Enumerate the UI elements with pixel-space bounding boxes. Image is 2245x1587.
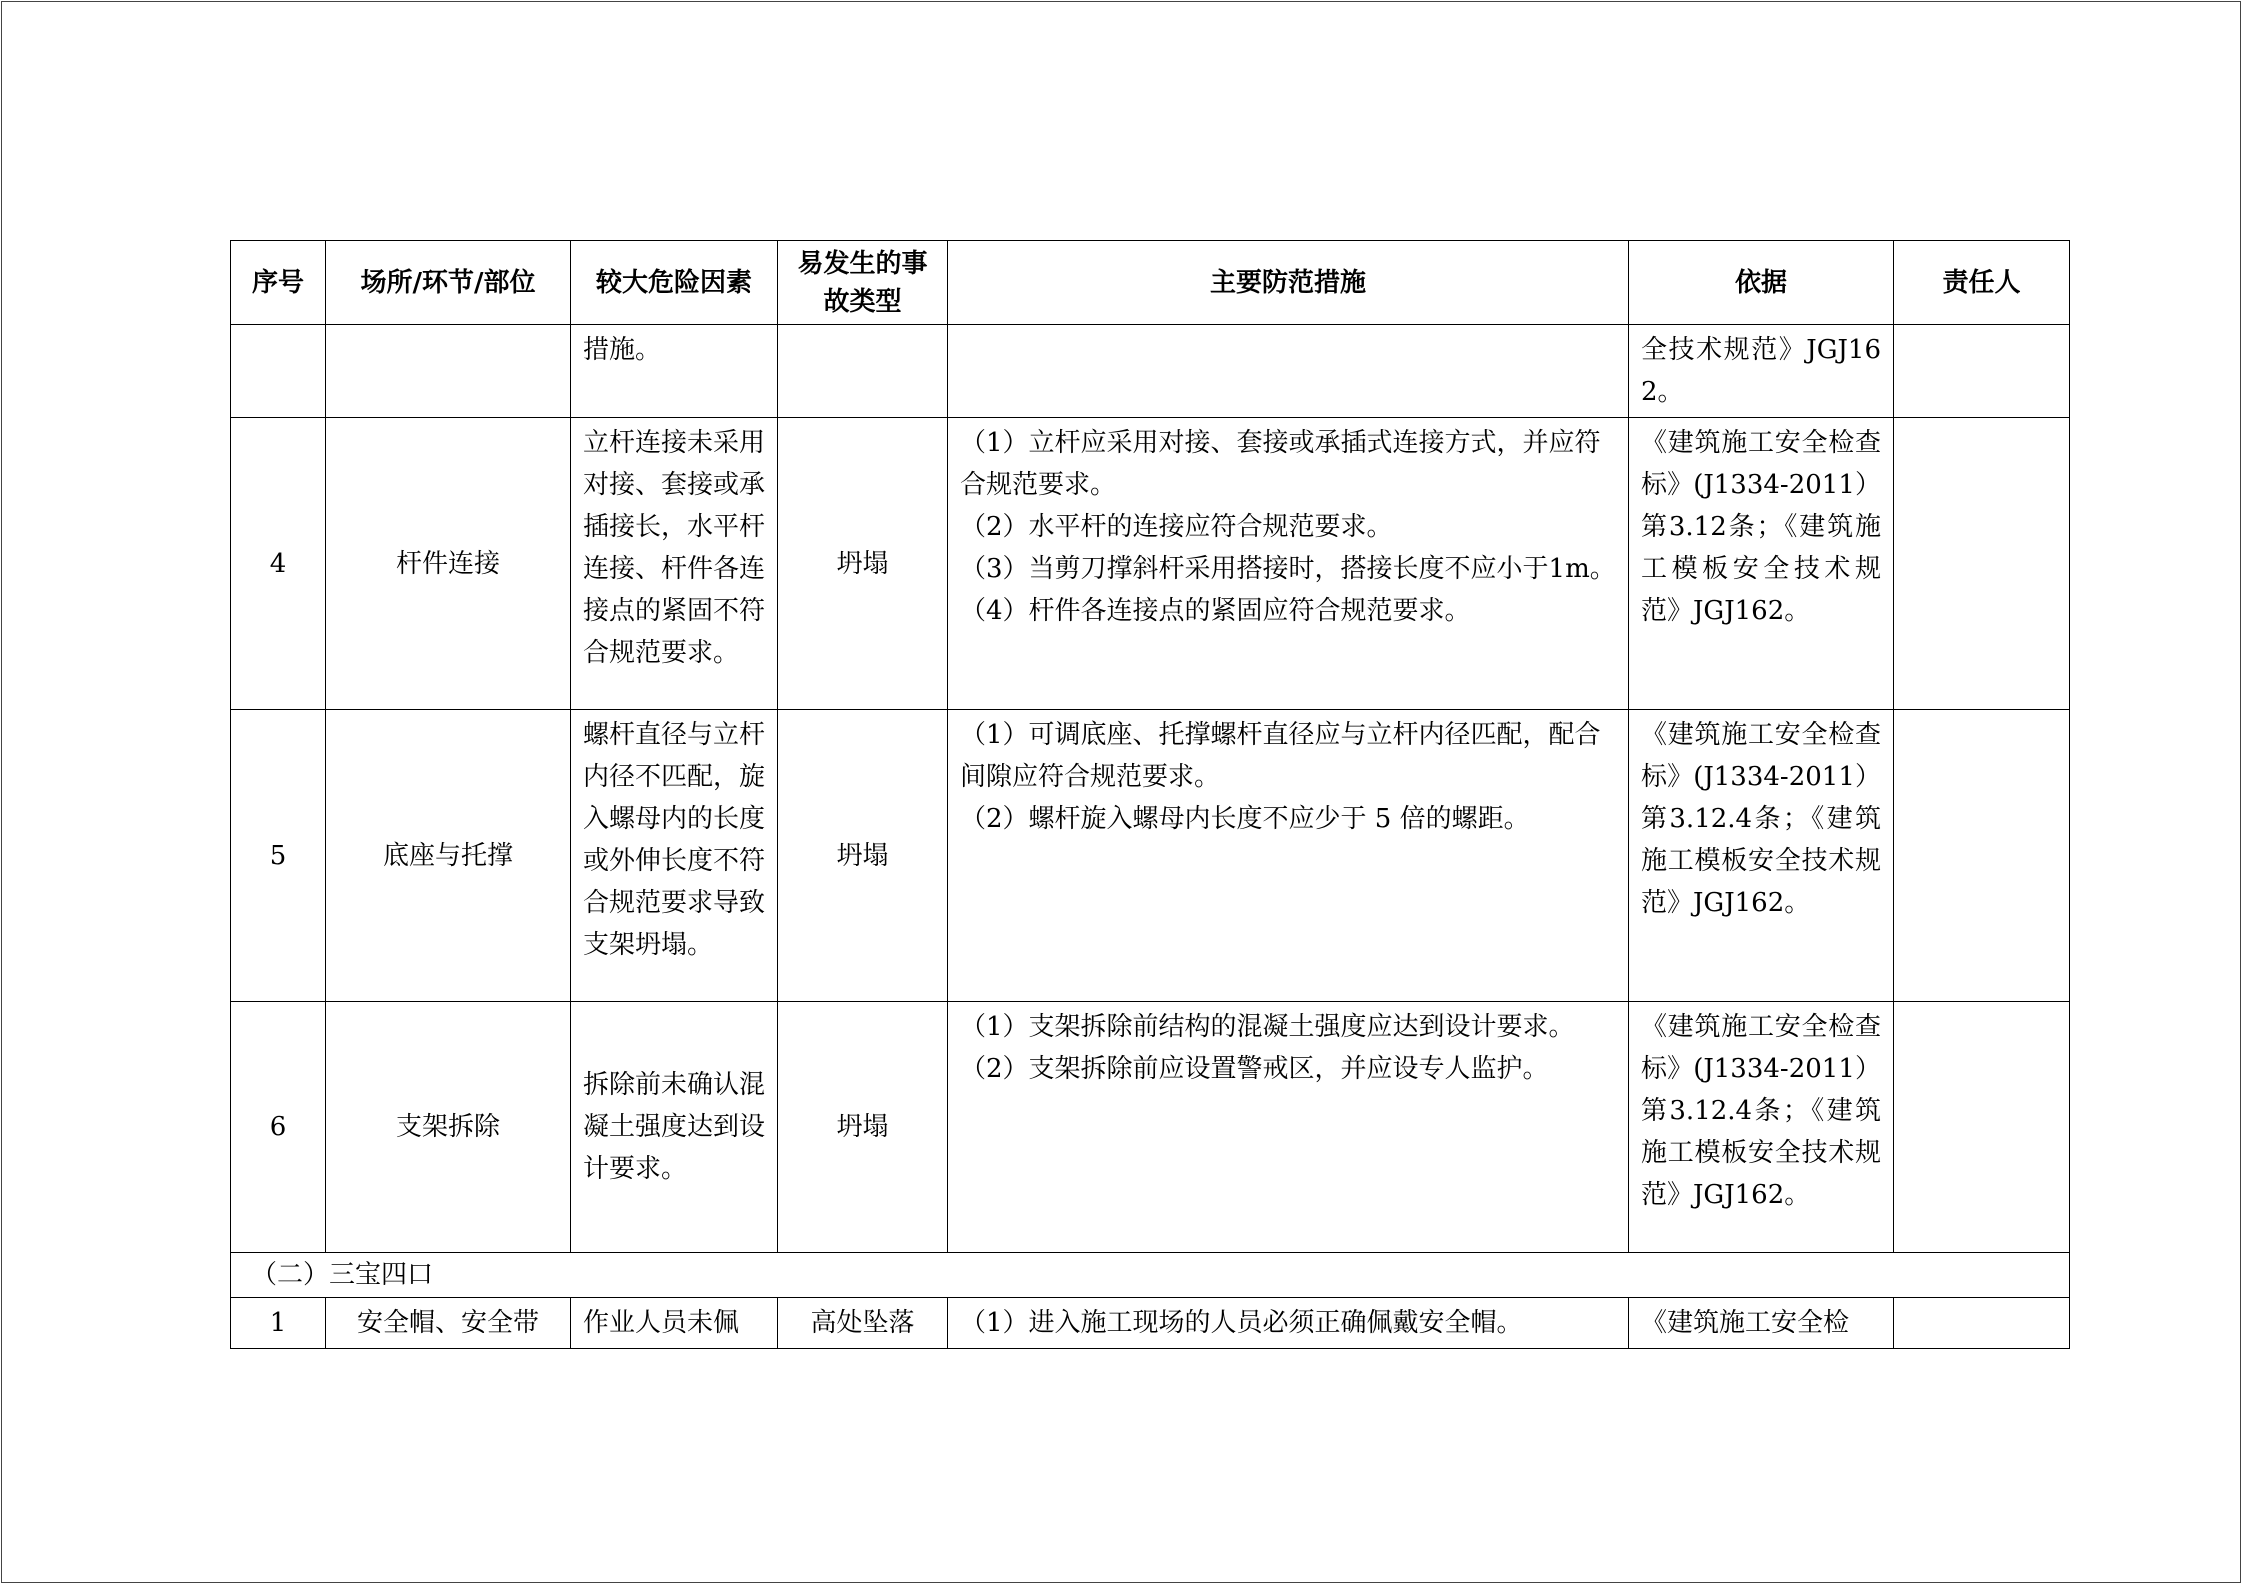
row-basis: 《建筑施工安全检查标》(J1334-2011）第3.12.4条；《建筑施工模板安全技术规范》JGJ162。	[1629, 710, 1894, 1002]
row-seq: 4	[231, 418, 326, 710]
row-measures: （1）可调底座、托撑螺杆直径应与立杆内径匹配，配合间隙应符合规范要求。 （2）螺杆旋入螺母内长度不应少于 5 倍的螺距。	[948, 710, 1629, 1002]
row-measures: （1）进入施工现场的人员必须正确佩戴安全帽。	[948, 1298, 1629, 1349]
cont-responsible	[1894, 325, 2070, 418]
row-basis: 《建筑施工安全检	[1629, 1298, 1894, 1349]
row-accident: 坍塌	[778, 418, 948, 710]
row-seq: 6	[231, 1002, 326, 1253]
table-row	[231, 1002, 2070, 1253]
section-title: （二）三宝四口	[231, 1253, 2070, 1298]
row-measures: （1）立杆应采用对接、套接或承插式连接方式，并应符合规范要求。 （2）水平杆的连接应符合规范要求。 （3）当剪刀撑斜杆采用搭接时，搭接长度不应小于1m。 （4）杆件各连接点的紧固应符合规范要求。	[948, 418, 1629, 710]
header-measures: 主要防范措施	[948, 241, 1629, 325]
table-row	[231, 418, 2070, 710]
header-seq: 序号	[231, 241, 326, 325]
row-seq: 1	[231, 1298, 326, 1349]
row-seq: 5	[231, 710, 326, 1002]
header-row	[231, 241, 2070, 325]
row-location: 杆件连接	[326, 418, 571, 710]
row-location: 底座与托撑	[326, 710, 571, 1002]
cont-basis: 全技术规范》JGJ162。	[1629, 325, 1894, 418]
row-responsible	[1894, 418, 2070, 710]
row-accident: 坍塌	[778, 1002, 948, 1253]
row-hazard: 螺杆直径与立杆内径不匹配，旋入螺母内的长度或外伸长度不符合规范要求导致支架坍塌。	[571, 710, 778, 1002]
row-basis: 《建筑施工安全检查标》(J1334-2011）第3.12.4条；《建筑施工模板安全技术规范》JGJ162。	[1629, 1002, 1894, 1253]
cont-hazard: 措施。	[571, 325, 778, 418]
row-responsible	[1894, 1298, 2070, 1349]
cont-seq	[231, 325, 326, 418]
row-responsible	[1894, 710, 2070, 1002]
cont-accident	[778, 325, 948, 418]
header-hazard: 较大危险因素	[571, 241, 778, 325]
row-accident: 坍塌	[778, 710, 948, 1002]
row-responsible	[1894, 1002, 2070, 1253]
row-basis: 《建筑施工安全检查标》(J1334-2011）第3.12条；《建筑施工模板安全技术规范》JGJ162。	[1629, 418, 1894, 710]
row-hazard: 拆除前未确认混凝土强度达到设计要求。	[571, 1002, 778, 1253]
cont-location	[326, 325, 571, 418]
hazard-table	[230, 240, 2070, 1349]
header-location: 场所/环节/部位	[326, 241, 571, 325]
row-location: 安全帽、安全带	[326, 1298, 571, 1349]
header-accident: 易发生的事故类型	[778, 241, 948, 325]
row-accident: 高处坠落	[778, 1298, 948, 1349]
table-row	[231, 710, 2070, 1002]
header-responsible: 责任人	[1894, 241, 2070, 325]
row-measures: （1）支架拆除前结构的混凝土强度应达到设计要求。 （2）支架拆除前应设置警戒区，并应设专人监护。	[948, 1002, 1629, 1253]
row-hazard: 立杆连接未采用对接、套接或承插接长，水平杆连接、杆件各连接点的紧固不符合规范要求。	[571, 418, 778, 710]
header-basis: 依据	[1629, 241, 1894, 325]
cont-measures	[948, 325, 1629, 418]
continuation-row	[231, 325, 2070, 418]
row-hazard: 作业人员未佩	[571, 1298, 778, 1349]
row-location: 支架拆除	[326, 1002, 571, 1253]
table-row	[231, 1298, 2070, 1349]
section-row	[231, 1253, 2070, 1298]
